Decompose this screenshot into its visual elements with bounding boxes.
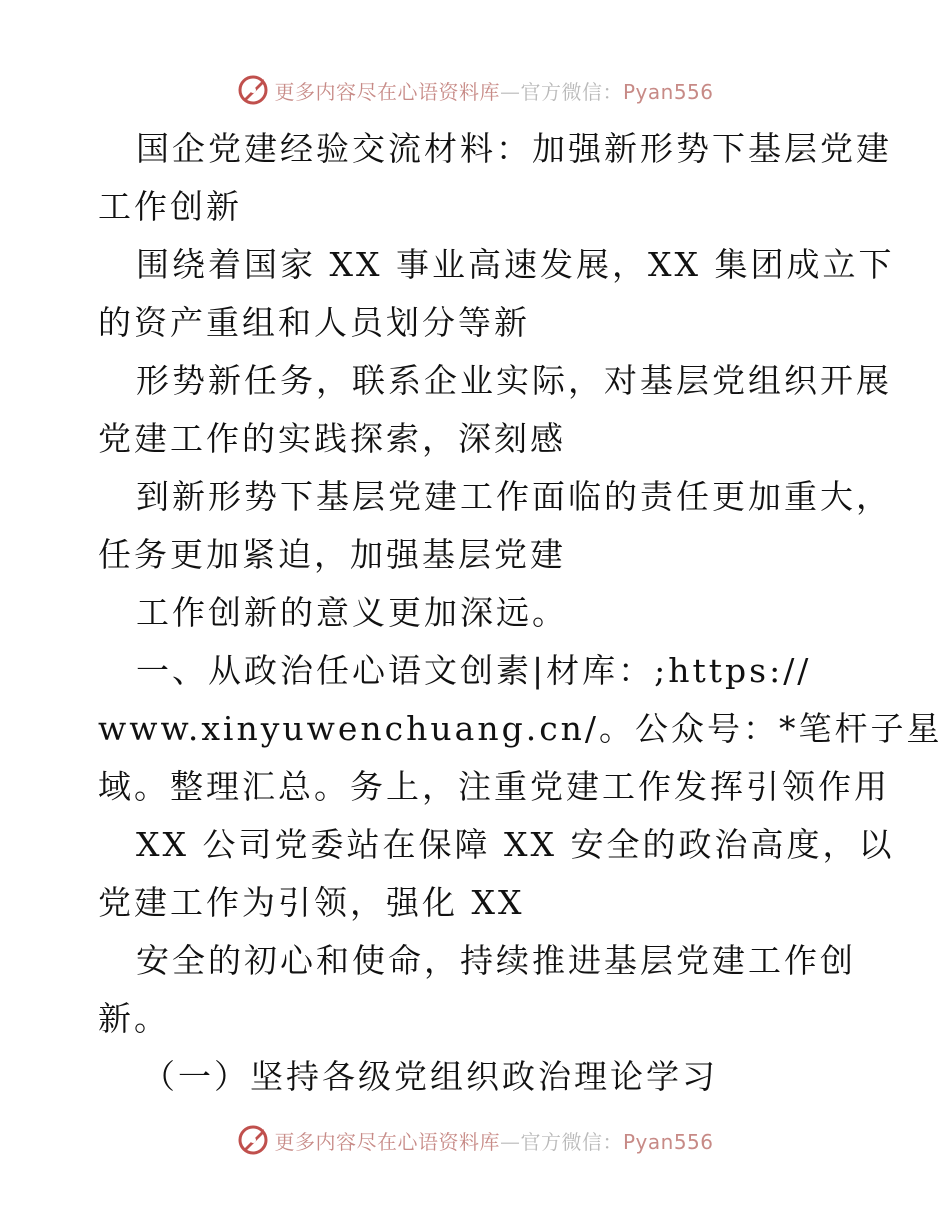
watermark-brand: 更多内容尽在心语资料库 [274, 79, 500, 104]
watermark-wechat-label: 官方微信： [520, 1129, 623, 1154]
subsection-heading: （一）坚持各级党组织政治理论学习 [142, 1057, 718, 1096]
paragraph-line: 的资产重组和人员划分等新 [98, 303, 530, 342]
paragraph-line: 新。 [98, 999, 170, 1038]
paragraph-line: 安全的初心和使命，持续推进基层党建工作创 [136, 941, 856, 980]
paragraph-line: XX 公司党委站在保障 XX 安全的政治高度，以 [136, 825, 895, 864]
paragraph-line: 围绕着国家 XX 事业高速发展，XX 集团成立下 [136, 245, 895, 284]
watermark-wechat-label: 官方微信： [520, 79, 623, 104]
document-title-line-1: 国企党建经验交流材料：加强新形势下基层党建 [136, 129, 892, 168]
watermark-wechat-id: Pyan556 [622, 79, 714, 104]
pen-logo-icon [236, 1123, 270, 1157]
paragraph-line: 形势新任务，联系企业实际，对基层党组织开展 [136, 361, 892, 400]
pen-logo-icon [236, 73, 270, 107]
watermark-brand: 更多内容尽在心语资料库 [274, 1129, 500, 1154]
watermark-wechat-id: Pyan556 [622, 1129, 714, 1154]
document-body [98, 120, 943, 1106]
paragraph-line: 党建工作的实践探索，深刻感 [98, 419, 566, 458]
paragraph-line: www.xinyuwenchuang.cn/。公众号：*笔杆子星 [98, 709, 943, 748]
footer-watermark [0, 1120, 950, 1160]
watermark-dash: — [499, 1129, 521, 1154]
section-heading-line: 一、从政治任心语文创素|材库：;https:// [136, 651, 812, 690]
paragraph-line: 域。整理汇总。务上，注重党建工作发挥引领作用 [98, 767, 890, 806]
document-title-line-2: 工作创新 [98, 187, 242, 226]
header-watermark [0, 70, 950, 110]
paragraph-line: 任务更加紧迫，加强基层党建 [98, 535, 566, 574]
watermark-text [274, 76, 713, 105]
watermark-text [274, 1126, 713, 1155]
paragraph-line: 党建工作为引领，强化 XX [98, 883, 525, 922]
watermark-dash: — [499, 79, 521, 104]
paragraph-line: 工作创新的意义更加深远。 [136, 593, 568, 632]
paragraph-line: 到新形势下基层党建工作面临的责任更加重大， [136, 477, 892, 516]
